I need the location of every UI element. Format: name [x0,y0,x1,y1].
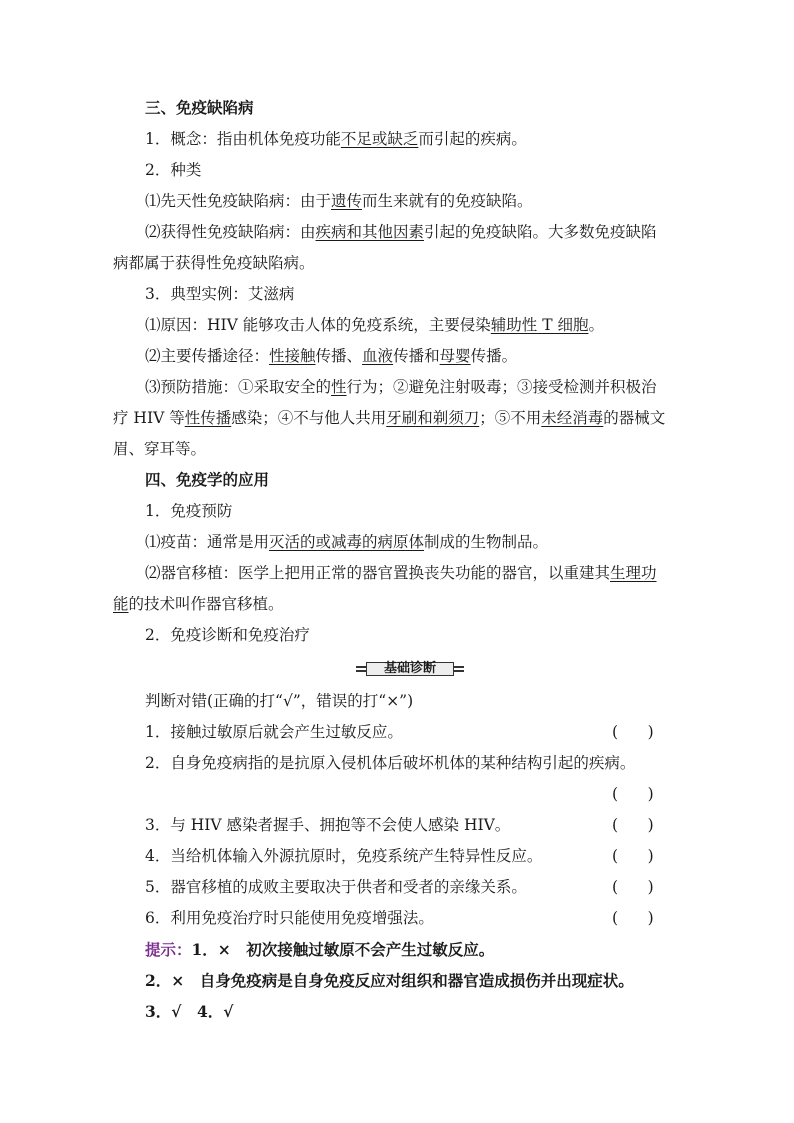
fill-blank: 血液 [362,347,394,365]
fill-blank: 能 [113,595,129,613]
hint-line: 提示：1．× 初次接触过敏原不会产生过敏反应。 [145,940,495,959]
fill-blank: 不足或缺乏 [340,130,419,148]
fill-blank: 遗传 [331,192,363,210]
answer-parens: ( ) [612,909,654,927]
fill-blank: 生理功 [610,564,657,582]
fill-blank: 辅助性 T 细胞 [490,316,589,334]
cause-line: ⑴原因：HIV 能够攻击人体的免疫系统，主要侵染辅助性 T 细胞。 [145,316,604,334]
vaccine-line: ⑴疫苗：通常是用灭活的或减毒的病原体制成的生物制品。 [145,533,549,551]
hint-label: 提示： [145,940,192,959]
question-item: 4．当给机体输入外源抗原时，免疫系统产生特异性反应。 [145,847,543,865]
types-heading: 2．种类 [145,161,202,179]
hint-line: 3．√ 4．√ [145,1002,234,1021]
section-four-heading: 四、免疫学的应用 [145,470,270,489]
transplant-line: ⑵器官移植：医学上把用正常的器官置换丧失功能的器官，以重建其生理功 [145,564,657,582]
prevention-heading: 1．免疫预防 [145,502,233,520]
fill-blank: 灭活的或减毒的病原体 [269,533,425,551]
prevention-line-cont: 疗 HIV 等性传播感染；④不与他人共用牙刷和剃须刀；⑤不用未经消毒的器械文 [113,409,666,427]
question-item: 3．与 HIV 感染者握手、拥抱等不会使人感染 HIV。 [145,816,511,834]
fill-blank: 性 [331,378,347,396]
banner-title: 基础诊断 [383,661,436,676]
answer-parens: ( ) [612,723,654,741]
question-item: 5．器官移植的成败主要取决于供者和受者的亲缘关系。 [145,878,527,896]
section-three-heading: 三、免疫缺陷病 [145,98,254,117]
concept-line: 1．概念：指由机体免疫功能不足或缺乏而引起的疾病。 [145,130,527,148]
fill-blank: 疾病和其他因素 [315,223,425,241]
acquired-line-cont: 病都属于获得性免疫缺陷病。 [113,254,315,272]
transmission-line: ⑵主要传播途径：性接触传播、血液传播和母婴传播。 [145,347,518,365]
answer-parens: ( ) [612,785,654,803]
fill-blank: 牙刷和剃须刀 [386,409,480,427]
question-item: 2．自身免疫病指的是抗原入侵机体后破坏机体的某种结构引起的疾病。 [145,754,636,772]
fill-blank: 性传播 [184,409,232,427]
answer-parens: ( ) [612,816,654,834]
answer-parens: ( ) [612,878,654,896]
fill-blank: 性接触 [269,347,316,365]
prevention-line-end: 眉、穿耳等。 [113,440,207,458]
congenital-line: ⑴先天性免疫缺陷病：由于遗传而生来就有的免疫缺陷。 [145,192,533,210]
instruction: 判断对错(正确的打“√”，错误的打“×”) [145,692,414,710]
question-item: 6．利用免疫治疗时只能使用免疫增强法。 [145,909,434,927]
acquired-line: ⑵获得性免疫缺陷病：由疾病和其他因素引起的免疫缺陷。大多数免疫缺陷 [145,223,657,241]
transplant-line-cont: 能的技术叫作器官移植。 [113,595,284,613]
fill-blank: 未经消毒 [541,409,604,427]
basic-diagnosis-banner [356,660,464,678]
question-item: 1．接触过敏原后就会产生过敏反应。 [145,723,403,741]
hint-line: 2．× 自身免疫病是自身免疫反应对组织和器官造成损伤并出现症状。 [145,971,634,990]
prevention-line: ⑶预防措施：①采取安全的性行为；②避免注射吸毒；③接受检测并积极治 [145,378,657,396]
diagnosis-heading: 2．免疫诊断和免疫治疗 [145,626,310,644]
fill-blank: 母婴 [439,347,471,365]
answer-parens: ( ) [612,847,654,865]
example-heading: 3．典型实例：艾滋病 [145,285,295,303]
